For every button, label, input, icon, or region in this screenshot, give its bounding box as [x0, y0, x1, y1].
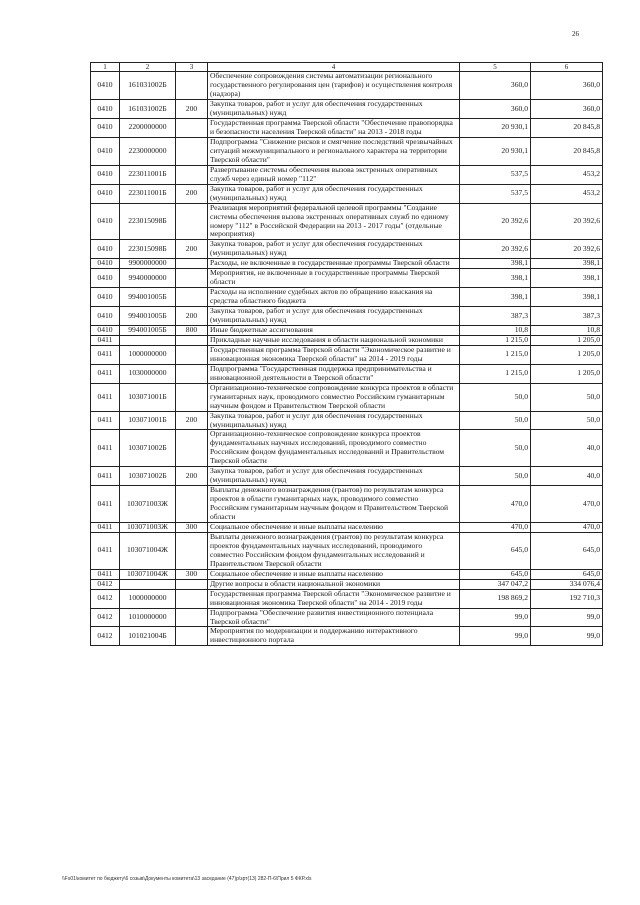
header-col-1: 1 [91, 63, 120, 72]
cell-section-code: 0412 [91, 579, 120, 589]
cell-amount-year-1: 470,0 [460, 523, 531, 533]
cell-target-article: 994001005Б [120, 288, 176, 307]
cell-expense-type [176, 335, 208, 345]
cell-target-article: 9940000000 [120, 269, 176, 288]
table-row [91, 627, 603, 646]
cell-target-article: 223015098Б [120, 240, 176, 259]
cell-description: Выплаты денежного вознаграждения (грантов) по результатам конкурса проектов фундаментальных научных исследований, проводимого совместно Российским фондом фундаментальных исследований и Правительством Тверской области [208, 532, 460, 569]
cell-expense-type [176, 486, 208, 523]
cell-target-article: 161031002Б [120, 72, 176, 100]
cell-amount-year-2: 50,0 [531, 383, 603, 411]
cell-amount-year-2: 99,0 [531, 627, 603, 646]
cell-expense-type [176, 345, 208, 364]
table-row [91, 184, 603, 203]
cell-description: Государственная программа Тверской области "Обеспечение правопорядка и безопасности населения Тверской области" на 2013 - 2018 годы [208, 119, 460, 138]
cell-expense-type: 200 [176, 240, 208, 259]
cell-section-code: 0411 [91, 411, 120, 430]
cell-amount-year-1: 1 215,0 [460, 345, 531, 364]
cell-section-code: 0410 [91, 288, 120, 307]
cell-target-article: 103071004Ж [120, 569, 176, 579]
table-row [91, 411, 603, 430]
cell-description: Развертывание системы обеспечения вызова экстренных оперативных служб через единый номер "112" [208, 165, 460, 184]
cell-section-code: 0411 [91, 467, 120, 486]
cell-section-code: 0410 [91, 72, 120, 100]
cell-description: Закупка товаров, работ и услуг для обеспечения государственных (муниципальных) нужд [208, 184, 460, 203]
file-path-footer: \\Fs01\комитет по бюджету\6 созыв\Документы комитета\13 заседание (47)р\зрт(13) 282-П-6\Прил 5 ФКР.xls [62, 876, 312, 882]
cell-amount-year-2: 470,0 [531, 486, 603, 523]
cell-amount-year-2: 99,0 [531, 608, 603, 627]
cell-amount-year-1: 198 869,2 [460, 589, 531, 608]
cell-amount-year-1: 470,0 [460, 486, 531, 523]
header-col-6: 6 [531, 63, 603, 72]
cell-target-article: 103071002Б [120, 467, 176, 486]
cell-expense-type [176, 288, 208, 307]
cell-amount-year-2: 20 392,6 [531, 240, 603, 259]
cell-section-code: 0410 [91, 119, 120, 138]
cell-description: Организационно-техническое сопровождение конкурса проектов в области гуманитарных наук, проводимого совместно Российским гуманитарным научным фондом и Правительством Тверской области [208, 383, 460, 411]
cell-expense-type: 300 [176, 569, 208, 579]
cell-target-article: 2200000000 [120, 119, 176, 138]
table-row [91, 203, 603, 240]
cell-amount-year-1: 398,1 [460, 288, 531, 307]
cell-amount-year-1: 398,1 [460, 259, 531, 269]
cell-target-article: 161031002Б [120, 100, 176, 119]
cell-expense-type [176, 269, 208, 288]
table-row [91, 100, 603, 119]
header-col-2: 2 [120, 63, 176, 72]
cell-amount-year-2: 20 845,8 [531, 119, 603, 138]
cell-expense-type [176, 430, 208, 467]
cell-section-code: 0412 [91, 589, 120, 608]
cell-amount-year-2: 334 076,4 [531, 579, 603, 589]
cell-section-code: 0410 [91, 184, 120, 203]
cell-expense-type [176, 72, 208, 100]
cell-description: Подпрограмма "Государственная поддержка предпринимательства и инновационной деятельности в Тверской области" [208, 364, 460, 383]
cell-amount-year-1: 387,3 [460, 307, 531, 326]
cell-target-article: 1010000000 [120, 608, 176, 627]
cell-expense-type: 200 [176, 467, 208, 486]
cell-amount-year-1: 50,0 [460, 411, 531, 430]
page-number: 26 [572, 30, 579, 38]
cell-description: Другие вопросы в области национальной экономики [208, 579, 460, 589]
table-header-row [91, 63, 603, 72]
cell-amount-year-1: 537,5 [460, 165, 531, 184]
table-row [91, 335, 603, 345]
cell-target-article: 223015098Б [120, 203, 176, 240]
cell-description: Подпрограмма "Снижение рисков и смягчение последствий чрезвычайных ситуаций межмуниципального и регионального характера на территории Тверской области" [208, 137, 460, 165]
cell-amount-year-2: 398,1 [531, 269, 603, 288]
cell-expense-type [176, 259, 208, 269]
cell-expense-type: 200 [176, 411, 208, 430]
table-body [91, 72, 603, 646]
cell-amount-year-1: 537,5 [460, 184, 531, 203]
cell-section-code: 0411 [91, 532, 120, 569]
table-row [91, 240, 603, 259]
cell-amount-year-2: 398,1 [531, 288, 603, 307]
table-row [91, 430, 603, 467]
cell-section-code: 0412 [91, 608, 120, 627]
cell-amount-year-2: 453,2 [531, 184, 603, 203]
cell-description: Обеспечение сопровождения системы автоматизации регионального государственного регулирования цен (тарифов) и осуществления контроля (надзора) [208, 72, 460, 100]
cell-expense-type [176, 627, 208, 646]
cell-amount-year-1: 360,0 [460, 100, 531, 119]
cell-description: Расходы на исполнение судебных актов по обращению взыскания на средства областного бюджета [208, 288, 460, 307]
table-row [91, 137, 603, 165]
cell-amount-year-1: 1 215,0 [460, 335, 531, 345]
cell-amount-year-2: 20 392,6 [531, 203, 603, 240]
budget-table [90, 62, 603, 646]
cell-expense-type [176, 137, 208, 165]
cell-amount-year-1: 360,0 [460, 72, 531, 100]
cell-expense-type [176, 119, 208, 138]
table-row [91, 288, 603, 307]
cell-section-code: 0410 [91, 100, 120, 119]
table-row [91, 579, 603, 589]
cell-amount-year-1: 1 215,0 [460, 364, 531, 383]
cell-description: Иные бюджетные ассигнования [208, 325, 460, 335]
cell-amount-year-2: 10,8 [531, 325, 603, 335]
cell-description: Государственная программа Тверской области "Экономическое развитие и инновационная экономика Тверской области" на 2014 - 2019 годы [208, 589, 460, 608]
cell-amount-year-1: 20 930,1 [460, 119, 531, 138]
cell-section-code: 0412 [91, 627, 120, 646]
cell-amount-year-2: 360,0 [531, 100, 603, 119]
cell-target-article: 103071001Б [120, 411, 176, 430]
cell-amount-year-2: 40,0 [531, 467, 603, 486]
cell-amount-year-1: 20 392,6 [460, 203, 531, 240]
cell-amount-year-2: 387,3 [531, 307, 603, 326]
cell-expense-type: 200 [176, 184, 208, 203]
cell-amount-year-1: 99,0 [460, 627, 531, 646]
cell-target-article: 103071004Ж [120, 532, 176, 569]
cell-amount-year-2: 645,0 [531, 532, 603, 569]
cell-expense-type [176, 165, 208, 184]
cell-description: Закупка товаров, работ и услуг для обеспечения государственных (муниципальных) нужд [208, 100, 460, 119]
cell-description: Прикладные научные исследования в области национальной экономики [208, 335, 460, 345]
table-row [91, 325, 603, 335]
table-row [91, 608, 603, 627]
cell-amount-year-1: 347 047,2 [460, 579, 531, 589]
cell-target-article [120, 579, 176, 589]
cell-amount-year-1: 50,0 [460, 383, 531, 411]
table-row [91, 307, 603, 326]
cell-expense-type [176, 364, 208, 383]
cell-description: Мероприятия по модернизации и поддержанию интерактивного инвестиционного портала [208, 627, 460, 646]
cell-target-article: 103071003Ж [120, 486, 176, 523]
table-row [91, 486, 603, 523]
table-row [91, 589, 603, 608]
table-row [91, 259, 603, 269]
table-row [91, 569, 603, 579]
cell-amount-year-1: 645,0 [460, 569, 531, 579]
cell-expense-type [176, 383, 208, 411]
cell-section-code: 0411 [91, 569, 120, 579]
cell-amount-year-2: 470,0 [531, 523, 603, 533]
table-row [91, 165, 603, 184]
cell-section-code: 0410 [91, 307, 120, 326]
cell-amount-year-1: 50,0 [460, 430, 531, 467]
cell-target-article: 9900000000 [120, 259, 176, 269]
cell-amount-year-2: 50,0 [531, 411, 603, 430]
cell-description: Закупка товаров, работ и услуг для обеспечения государственных (муниципальных) нужд [208, 467, 460, 486]
cell-description: Мероприятия, не включенные в государственные программы Тверской области [208, 269, 460, 288]
cell-expense-type [176, 579, 208, 589]
table-row [91, 345, 603, 364]
cell-amount-year-2: 360,0 [531, 72, 603, 100]
cell-amount-year-1: 645,0 [460, 532, 531, 569]
table-row [91, 364, 603, 383]
cell-section-code: 0411 [91, 523, 120, 533]
cell-description: Государственная программа Тверской области "Экономическое развитие и инновационная экономика Тверской области" на 2014 - 2019 годы [208, 345, 460, 364]
cell-target-article: 1030000000 [120, 364, 176, 383]
cell-amount-year-2: 40,0 [531, 430, 603, 467]
cell-target-article: 223011001Б [120, 184, 176, 203]
cell-expense-type: 200 [176, 307, 208, 326]
table-row [91, 383, 603, 411]
cell-section-code: 0410 [91, 269, 120, 288]
table-row [91, 119, 603, 138]
cell-section-code: 0410 [91, 259, 120, 269]
cell-target-article: 2230000000 [120, 137, 176, 165]
cell-expense-type: 800 [176, 325, 208, 335]
cell-description: Закупка товаров, работ и услуг для обеспечения государственных (муниципальных) нужд [208, 240, 460, 259]
table-row [91, 523, 603, 533]
cell-target-article: 103071003Ж [120, 523, 176, 533]
cell-target-article: 1000000000 [120, 589, 176, 608]
cell-section-code: 0410 [91, 240, 120, 259]
cell-amount-year-2: 1 205,0 [531, 364, 603, 383]
cell-section-code: 0411 [91, 335, 120, 345]
cell-target-article: 103071001Б [120, 383, 176, 411]
cell-description: Выплаты денежного вознаграждения (грантов) по результатам конкурса проектов в области гуманитарных наук, проводимого совместно Российским гуманитарным научным фондом и Правительством Тверской области [208, 486, 460, 523]
cell-target-article: 101021004Б [120, 627, 176, 646]
cell-section-code: 0411 [91, 383, 120, 411]
cell-amount-year-1: 20 930,1 [460, 137, 531, 165]
cell-amount-year-1: 20 392,6 [460, 240, 531, 259]
cell-description: Организационно-техническое сопровождение конкурса проектов фундаментальных научных исследований, проводимого совместно Российским фондом фундаментальных исследований и Правительством Тверской области [208, 430, 460, 467]
cell-section-code: 0410 [91, 325, 120, 335]
cell-section-code: 0410 [91, 137, 120, 165]
table-row [91, 532, 603, 569]
cell-section-code: 0410 [91, 165, 120, 184]
cell-expense-type [176, 532, 208, 569]
cell-expense-type: 200 [176, 100, 208, 119]
cell-description: Закупка товаров, работ и услуг для обеспечения государственных (муниципальных) нужд [208, 411, 460, 430]
cell-amount-year-1: 10,8 [460, 325, 531, 335]
cell-expense-type: 300 [176, 523, 208, 533]
cell-section-code: 0411 [91, 486, 120, 523]
cell-amount-year-2: 20 845,8 [531, 137, 603, 165]
cell-target-article: 994001005Б [120, 307, 176, 326]
cell-target-article [120, 335, 176, 345]
cell-description: Реализация мероприятий федеральной целевой программы "Создание системы обеспечения вызова экстренных оперативных служб по единому номеру "112" в Российской Федерации на 2013 - 2017 годы" (отдельные мероприятия) [208, 203, 460, 240]
cell-amount-year-1: 398,1 [460, 269, 531, 288]
cell-section-code: 0411 [91, 430, 120, 467]
table-row [91, 269, 603, 288]
cell-target-article: 994001005Б [120, 325, 176, 335]
cell-section-code: 0410 [91, 203, 120, 240]
cell-description: Закупка товаров, работ и услуг для обеспечения государственных (муниципальных) нужд [208, 307, 460, 326]
header-col-4: 4 [208, 63, 460, 72]
cell-amount-year-2: 645,0 [531, 569, 603, 579]
cell-amount-year-2: 398,1 [531, 259, 603, 269]
cell-description: Подпрограмма "Обеспечение развития инвестиционного потенциала Тверской области" [208, 608, 460, 627]
cell-amount-year-2: 1 205,0 [531, 335, 603, 345]
cell-amount-year-2: 1 205,0 [531, 345, 603, 364]
cell-target-article: 1000000000 [120, 345, 176, 364]
cell-expense-type [176, 608, 208, 627]
cell-amount-year-2: 453,2 [531, 165, 603, 184]
cell-amount-year-1: 50,0 [460, 467, 531, 486]
cell-section-code: 0411 [91, 364, 120, 383]
cell-amount-year-2: 192 710,3 [531, 589, 603, 608]
cell-expense-type [176, 203, 208, 240]
cell-description: Социальное обеспечение и иные выплаты населению [208, 523, 460, 533]
cell-amount-year-1: 99,0 [460, 608, 531, 627]
header-col-5: 5 [460, 63, 531, 72]
cell-expense-type [176, 589, 208, 608]
header-col-3: 3 [176, 63, 208, 72]
table-row [91, 72, 603, 100]
cell-section-code: 0411 [91, 345, 120, 364]
cell-target-article: 103071002Б [120, 430, 176, 467]
cell-target-article: 223011001Б [120, 165, 176, 184]
cell-description: Социальное обеспечение и иные выплаты населению [208, 569, 460, 579]
cell-description: Расходы, не включенные в государственные программы Тверской области [208, 259, 460, 269]
table-row [91, 467, 603, 486]
